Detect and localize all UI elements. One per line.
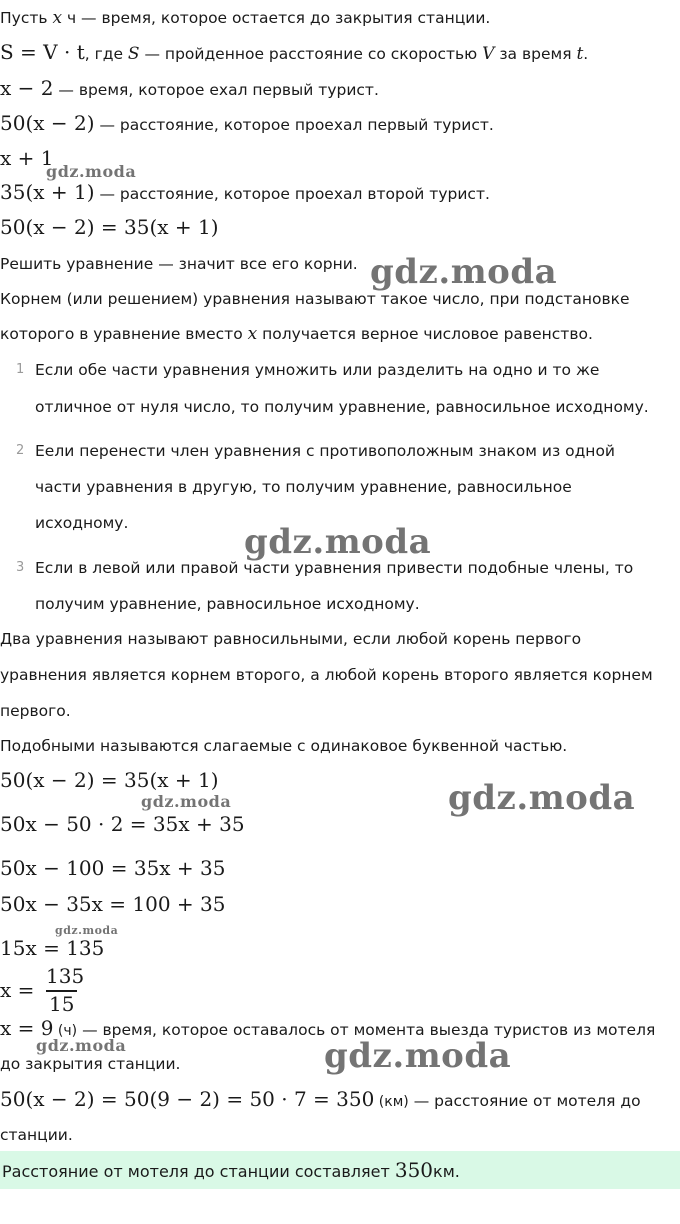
- formula-line: [0, 42, 588, 64]
- equation: 50(x − 2) = 35(x + 1): [0, 768, 219, 792]
- equation: 50x − 100 = 35x + 35: [0, 856, 226, 880]
- answer-box: [0, 1151, 680, 1189]
- step-3: [0, 858, 226, 880]
- unit: (км): [374, 1094, 409, 1110]
- distance-second-line: [0, 182, 490, 204]
- definition-solve: Решить уравнение — значит все его корни.: [0, 255, 358, 273]
- variable-t: t: [576, 44, 584, 64]
- text: .: [583, 45, 589, 63]
- step-7-continued: до закрытия станции.: [0, 1055, 181, 1073]
- text: Пусть: [0, 9, 53, 27]
- list-item-text: получим уравнение, равносильное исходному.: [35, 595, 420, 613]
- list-number: 1: [16, 362, 25, 377]
- list-item-text: части уравнения в другую, то получим уравнение, равносильное: [35, 478, 572, 496]
- time-first-line: [0, 78, 379, 100]
- fraction-lhs: x =: [0, 978, 35, 1002]
- formula: S = V · t: [0, 40, 85, 64]
- watermark: gdz.moda: [448, 778, 636, 818]
- equation: 50x − 50 · 2 = 35x + 35: [0, 812, 245, 836]
- equation: 50x − 35x = 100 + 35: [0, 892, 226, 916]
- fraction-denominator: 15: [49, 992, 75, 1016]
- text: — пройденное расстояние со скоростью: [139, 45, 483, 63]
- step-8: [0, 1089, 641, 1112]
- unit: (ч): [53, 1023, 78, 1039]
- text: — время, которое оставалось от момента выезда туристов из мотеля: [77, 1021, 656, 1039]
- formula: 35(x + 1): [0, 180, 95, 204]
- formula: x + 1: [0, 146, 54, 170]
- text: , где: [84, 45, 128, 63]
- watermark: gdz.moda: [244, 522, 432, 562]
- watermark: gdz.moda: [141, 792, 232, 811]
- list-number: 2: [16, 443, 25, 458]
- text: ч — время, которое остается до закрытия станции.: [62, 9, 491, 27]
- fraction-numerator: 135: [46, 964, 85, 988]
- text: за время: [494, 45, 577, 63]
- watermark: gdz.moda: [46, 162, 137, 181]
- watermark: gdz.moda: [324, 1036, 512, 1076]
- variable-x: x: [247, 324, 258, 344]
- definition-similar-terms: Подобными называются слагаемые с одинаковое буквенной частью.: [0, 737, 568, 755]
- step-1: [0, 770, 219, 792]
- definition-equivalent-2: уравнения является корнем второго, а любой корень второго является корнем: [0, 666, 653, 684]
- equation: 50(x − 2) = 35(x + 1): [0, 215, 219, 239]
- formula: 50(x − 2): [0, 111, 95, 135]
- step-4: [0, 894, 226, 916]
- text: — расстояние, которое проехал первый турист.: [94, 116, 494, 134]
- definition-equivalent-1: Два уравнения называют равносильными, если любой корень первого: [0, 630, 582, 648]
- distance-first-line: [0, 113, 494, 135]
- text: — время, которое ехал первый турист.: [53, 81, 379, 99]
- definition-root-1: Корнем (или решением) уравнения называют такое число, при подстановке: [0, 290, 630, 308]
- equation-line: [0, 217, 219, 239]
- answer-text: Расстояние от мотеля до станции составляет: [2, 1162, 395, 1181]
- list-item-text: Если обе части уравнения умножить или разделить на одно и то же: [35, 361, 600, 379]
- intro-line: [0, 8, 490, 28]
- variable-s: S: [127, 44, 140, 64]
- equation: 15x = 135: [0, 936, 105, 960]
- formula: x − 2: [0, 76, 54, 100]
- definition-root-2: [0, 324, 593, 344]
- step-5: [0, 938, 104, 960]
- equation: x = 9: [0, 1016, 54, 1040]
- answer-unit: км.: [433, 1162, 460, 1181]
- list-item-text: отличное от нуля число, то получим уравнение, равносильное исходному.: [35, 398, 649, 416]
- text: которого в уравнение вместо: [0, 325, 248, 343]
- equation: 50(x − 2) = 50(9 − 2) = 50 · 7 = 350: [0, 1087, 375, 1111]
- list-item-text: Если в левой или правой части уравнения привести подобные члены, то: [35, 559, 634, 577]
- watermark: gdz.moda: [55, 924, 119, 937]
- list-item-text: исходному.: [35, 514, 129, 532]
- list-number: 3: [16, 560, 25, 575]
- step-8-continued: станции.: [0, 1126, 73, 1144]
- variable-x: x: [52, 8, 63, 28]
- text: — расстояние, которое проехал второй турист.: [94, 185, 490, 203]
- variable-v: V: [482, 44, 495, 64]
- watermark: gdz.moda: [370, 252, 558, 292]
- text: — расстояние от мотеля до: [408, 1092, 641, 1110]
- step-2: [0, 814, 245, 836]
- definition-equivalent-3: первого.: [0, 702, 71, 720]
- watermark: gdz.moda: [36, 1036, 127, 1055]
- answer-value: 350: [394, 1158, 434, 1182]
- text: получается верное числовое равенство.: [257, 325, 593, 343]
- list-item-text: Еели перенести член уравнения с противоположным знаком из одной: [35, 442, 616, 460]
